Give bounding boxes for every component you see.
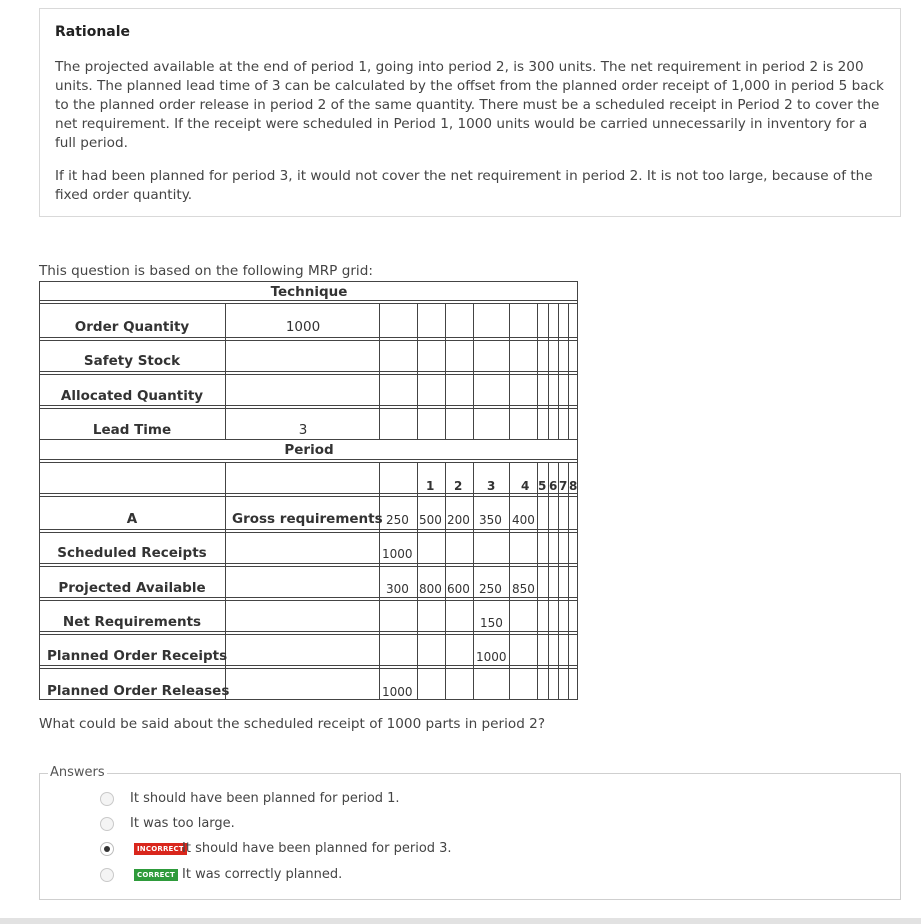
planned-order-releases-label: Planned Order Releases xyxy=(47,683,230,699)
period-8: 8 xyxy=(569,479,578,493)
mrp-grid-lines xyxy=(39,281,579,701)
projected-available-p5: 850 xyxy=(512,582,535,596)
answer-option-1[interactable] xyxy=(40,789,900,811)
lead-time-value: 3 xyxy=(298,422,308,438)
answer-radio-3[interactable] xyxy=(100,842,114,856)
scheduled-receipt-p1: 1000 xyxy=(382,547,413,561)
gross-req-p4: 350 xyxy=(479,513,502,527)
rationale-panel xyxy=(39,8,901,217)
item-label: A xyxy=(126,511,138,527)
net-requirements-label: Net Requirements xyxy=(62,614,202,630)
scheduled-receipts-label: Scheduled Receipts xyxy=(57,545,207,561)
question-intro: This question is based on the following MRP grid: xyxy=(39,263,373,279)
gross-req-p5: 400 xyxy=(512,513,535,527)
projected-available-p2: 800 xyxy=(419,582,442,596)
order-quantity-value: 1000 xyxy=(285,319,321,335)
period-6: 6 xyxy=(549,479,558,493)
gross-req-p2: 500 xyxy=(419,513,442,527)
answer-radio-1[interactable] xyxy=(100,792,114,806)
planned-order-receipt-p4: 1000 xyxy=(476,650,507,664)
technique-header: Technique xyxy=(270,284,348,300)
answer-label-4: It was correctly planned. xyxy=(182,867,343,882)
page-bottom-divider xyxy=(0,918,921,924)
allocated-quantity-label: Allocated Quantity xyxy=(60,388,204,404)
rationale-paragraph-2: If it had been planned for period 3, it would not cover the net requirement in period 2. It is not too large, because of the fixed order quantity. xyxy=(55,168,873,203)
planned-order-receipts-label: Planned Order Receipts xyxy=(47,648,228,664)
net-requirement-p4: 150 xyxy=(480,616,503,630)
gross-requirements-label: Gross requirements xyxy=(232,511,383,527)
gross-req-p1: 250 xyxy=(386,513,409,527)
projected-available-p3: 600 xyxy=(447,582,470,596)
answer-option-2[interactable] xyxy=(40,814,900,836)
answer-option-4[interactable] xyxy=(40,865,900,887)
rationale-paragraph-1: The projected available at the end of period 1, going into period 2, is 300 units. The net requirement in period 2 is 200 units. The planned lead time of 3 can be calculated by the offset from the planned order receipt of 1,000 in period 5 back to the planned order release in period 2 of the same quantity. There must be a scheduled receipt in Period 2 to cover the net requirement. If the receipt were scheduled in Period 1, 1000 units would be carried unnecessarily in inventory for a full period. xyxy=(55,59,884,151)
answer-option-3[interactable] xyxy=(40,839,900,861)
answer-label-3: It should have been planned for period 3. xyxy=(182,841,452,856)
period-header: Period xyxy=(284,442,334,458)
gross-req-p3: 200 xyxy=(447,513,470,527)
mrp-grid xyxy=(39,281,579,701)
answer-label-2: It was too large. xyxy=(130,816,235,831)
lead-time-label: Lead Time xyxy=(92,422,172,438)
projected-available-label: Projected Available xyxy=(58,580,206,596)
answers-legend: Answers xyxy=(50,765,105,780)
projected-available-p1: 300 xyxy=(386,582,409,596)
answer-radio-4[interactable] xyxy=(100,868,114,882)
safety-stock-label: Safety Stock xyxy=(83,353,181,369)
answers-fieldset xyxy=(39,765,901,900)
rationale-title: Rationale xyxy=(55,24,131,40)
planned-order-release-p1: 1000 xyxy=(382,685,413,699)
period-4: 4 xyxy=(521,479,530,493)
answer-radio-2[interactable] xyxy=(100,817,114,831)
correct-badge: CORRECT xyxy=(134,869,178,881)
order-quantity-label: Order Quantity xyxy=(74,319,190,335)
period-1: 1 xyxy=(426,479,435,493)
question-text: What could be said about the scheduled receipt of 1000 parts in period 2? xyxy=(39,716,546,732)
period-3: 3 xyxy=(487,479,496,493)
period-5: 5 xyxy=(538,479,547,493)
answer-label-1: It should have been planned for period 1. xyxy=(130,791,400,806)
period-7: 7 xyxy=(559,479,568,493)
period-2: 2 xyxy=(454,479,463,493)
incorrect-badge: INCORRECT xyxy=(134,843,187,855)
projected-available-p4: 250 xyxy=(479,582,502,596)
